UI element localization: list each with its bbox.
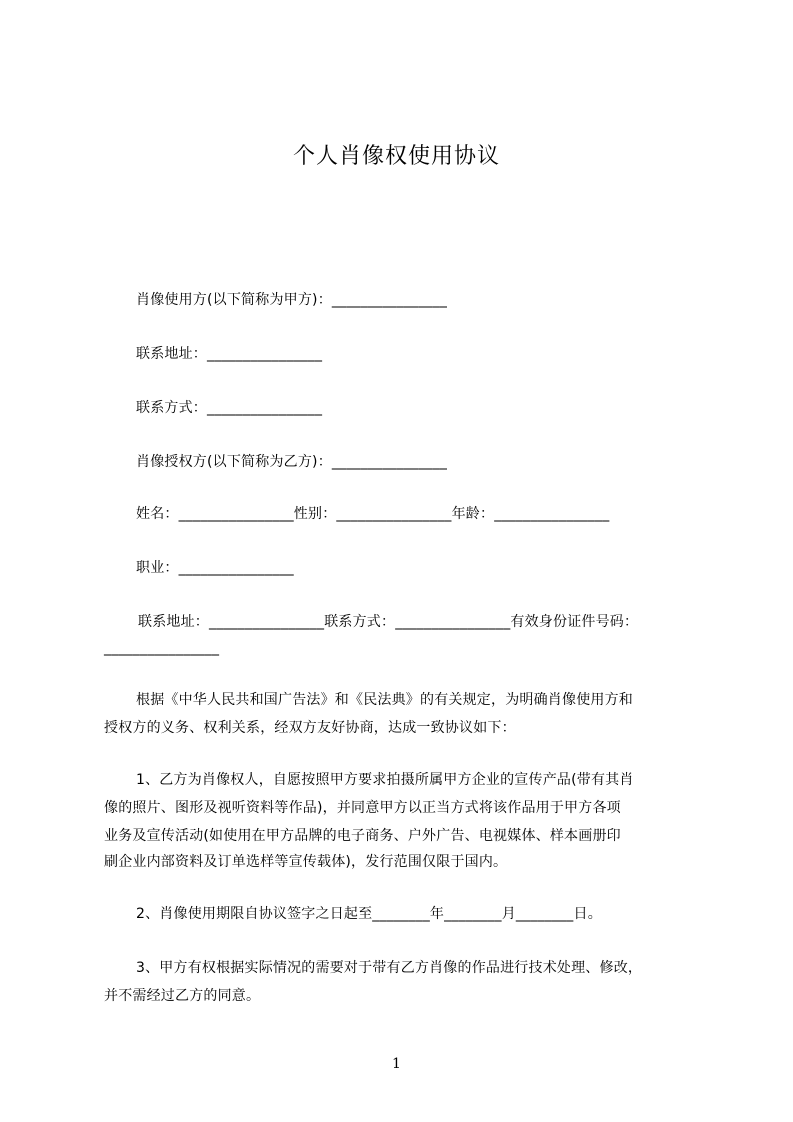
party-a-line: 肖像使用方(以下简称为甲方)：________________ (136, 292, 448, 308)
party-b-contact-line1: 联系地址：________________联系方式：________________有效身份证件号码： (138, 614, 639, 630)
clause3-line1: 3、甲方有权根据实际情况的需要对于带有乙方肖像的作品进行技术处理、修改， (136, 960, 643, 976)
intro-paragraph-line2: 授权方的义务、权利关系，经双方友好协商，达成一致协议如下： (104, 720, 516, 736)
party-b-line: 肖像授权方(以下简称为乙方)：________________ (136, 454, 448, 470)
clause2-line1: 2、肖像使用期限自协议签字之日起至________年________月________日。 (136, 906, 602, 922)
intro-paragraph-line1: 根据《中华人民共和国广告法》和《民法典》的有关规定，为明确肖像使用方和 (136, 692, 633, 708)
party-b-occupation: 职业：________________ (136, 560, 294, 576)
party-a-address: 联系地址：________________ (136, 346, 323, 362)
party-b-contact-line2: ________________ (104, 640, 220, 656)
page-number: 1 (392, 1056, 401, 1072)
clause1-line1: 1、乙方为肖像权人，自愿按照甲方要求拍摄所属甲方企业的宣传产品(带有其肖 (136, 772, 634, 788)
document-title: 个人肖像权使用协议 (292, 144, 500, 169)
party-b-personal-info: 姓名：________________性别：________________年龄：________________ (136, 506, 610, 522)
clause3-line2: 并不需经过乙方的同意。 (104, 988, 261, 1004)
clause1-line2: 像的照片、图形及视听资料等作品)，并同意甲方以正当方式将该作品用于甲方各项 (104, 800, 621, 816)
clause1-line3: 业务及宣传活动(如使用在甲方品牌的电子商务、户外广告、电视媒体、样本画册印 (104, 828, 621, 844)
party-a-contact: 联系方式：________________ (136, 400, 323, 416)
clause1-line4: 刷企业内部资料及订单选样等宣传载体)，发行范围仅限于国内。 (104, 854, 508, 870)
